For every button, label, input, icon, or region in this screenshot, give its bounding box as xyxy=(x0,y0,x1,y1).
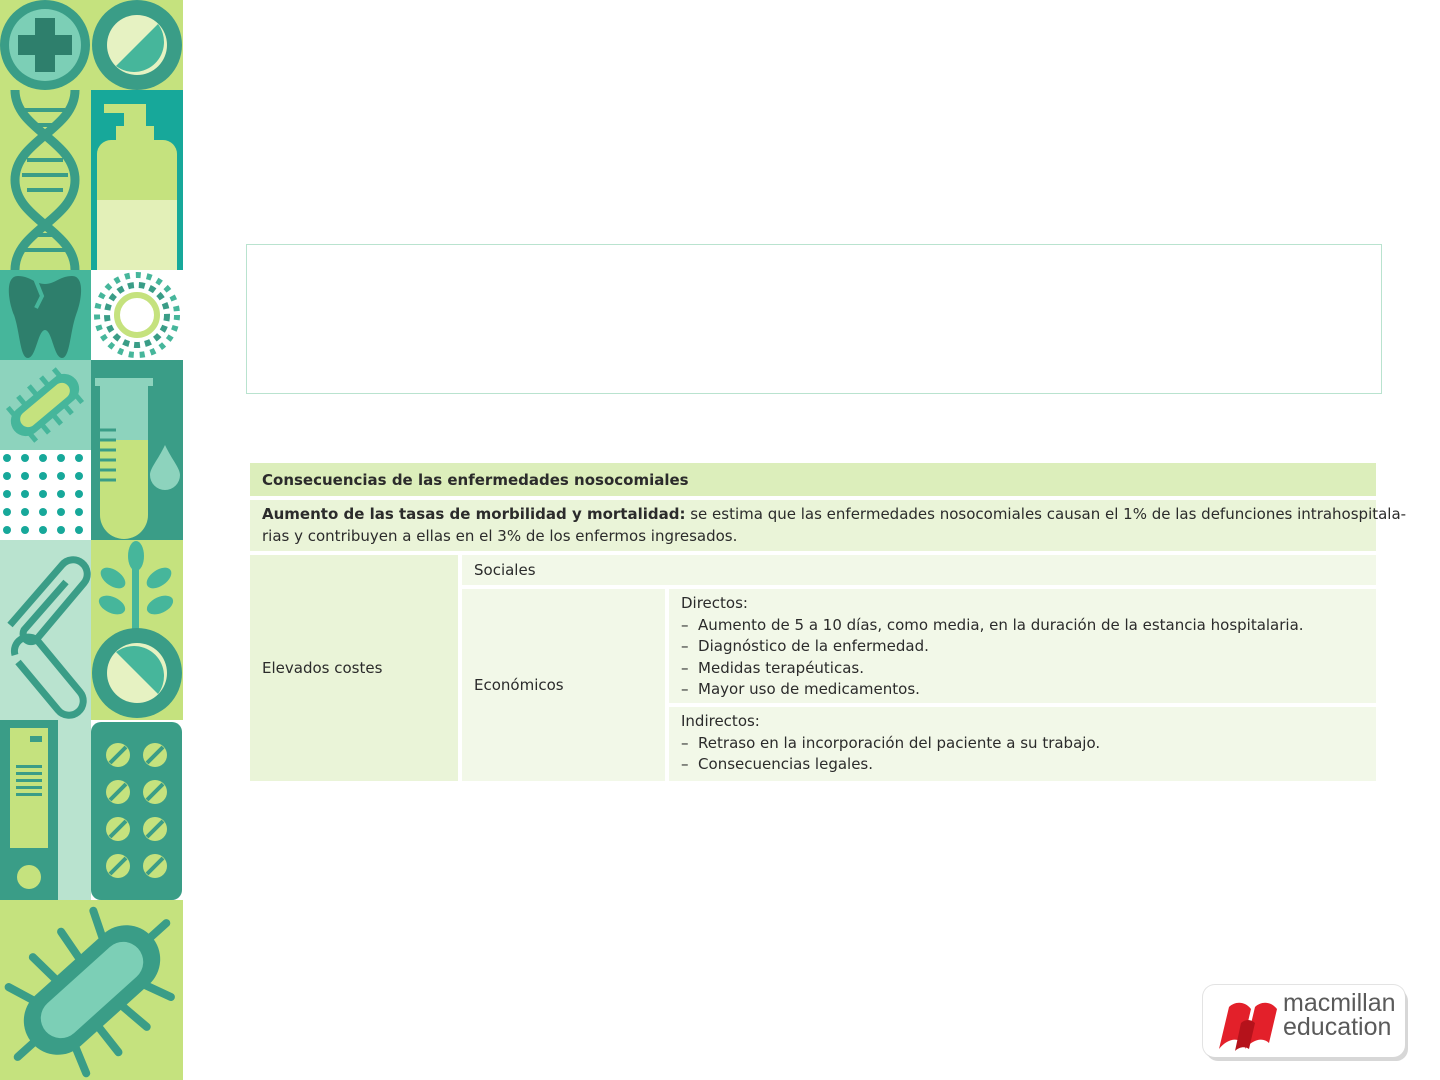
direct-title: Directos: xyxy=(681,594,748,612)
costs-label: Elevados costes xyxy=(250,555,458,781)
pill-blister-icon xyxy=(91,722,182,900)
economic-label: Económicos xyxy=(462,589,665,781)
binder-icon xyxy=(0,720,58,900)
list-item: – Aumento de 5 a 10 días, como media, en la duración de la estancia hospitalaria. xyxy=(681,615,1304,634)
morbidity-text-2: rias y contribuyen a ellas en el 3% de los enfermos ingresados. xyxy=(262,526,738,545)
macmillan-education-logo xyxy=(1203,985,1405,1057)
direct-costs-cell xyxy=(669,589,1376,703)
morbidity-heading: Aumento de las tasas de morbilidad y mortalidad: xyxy=(262,505,686,523)
decorative-sidebar xyxy=(0,0,183,1080)
list-item: – Retraso en la incorporación del paciente a su trabajo. xyxy=(681,733,1101,752)
list-item: – Mayor uso de medicamentos. xyxy=(681,680,920,698)
macmillan-logo-mark xyxy=(1215,993,1285,1053)
empty-content-box xyxy=(246,244,1382,394)
table-title: Consecuencias de las enfermedades nosocomiales xyxy=(250,463,1376,496)
morbidity-row xyxy=(250,500,1407,551)
list-item: – Diagnóstico de la enfermedad. xyxy=(681,637,929,655)
indirect-costs-cell xyxy=(669,707,1376,781)
indirect-title: Indirectos: xyxy=(681,712,760,730)
list-item: – Consecuencias legales. xyxy=(681,755,874,773)
logo-line-1: macmillan xyxy=(1283,989,1396,1017)
morbidity-text-1: se estima que las enfermedades nosocomiales causan el 1% de las defunciones intrahospitala- xyxy=(685,505,1407,523)
logo-line-2: education xyxy=(1283,1013,1392,1041)
social-label: Sociales xyxy=(462,555,1376,585)
list-item: – Medidas terapéuticas. xyxy=(681,658,864,677)
